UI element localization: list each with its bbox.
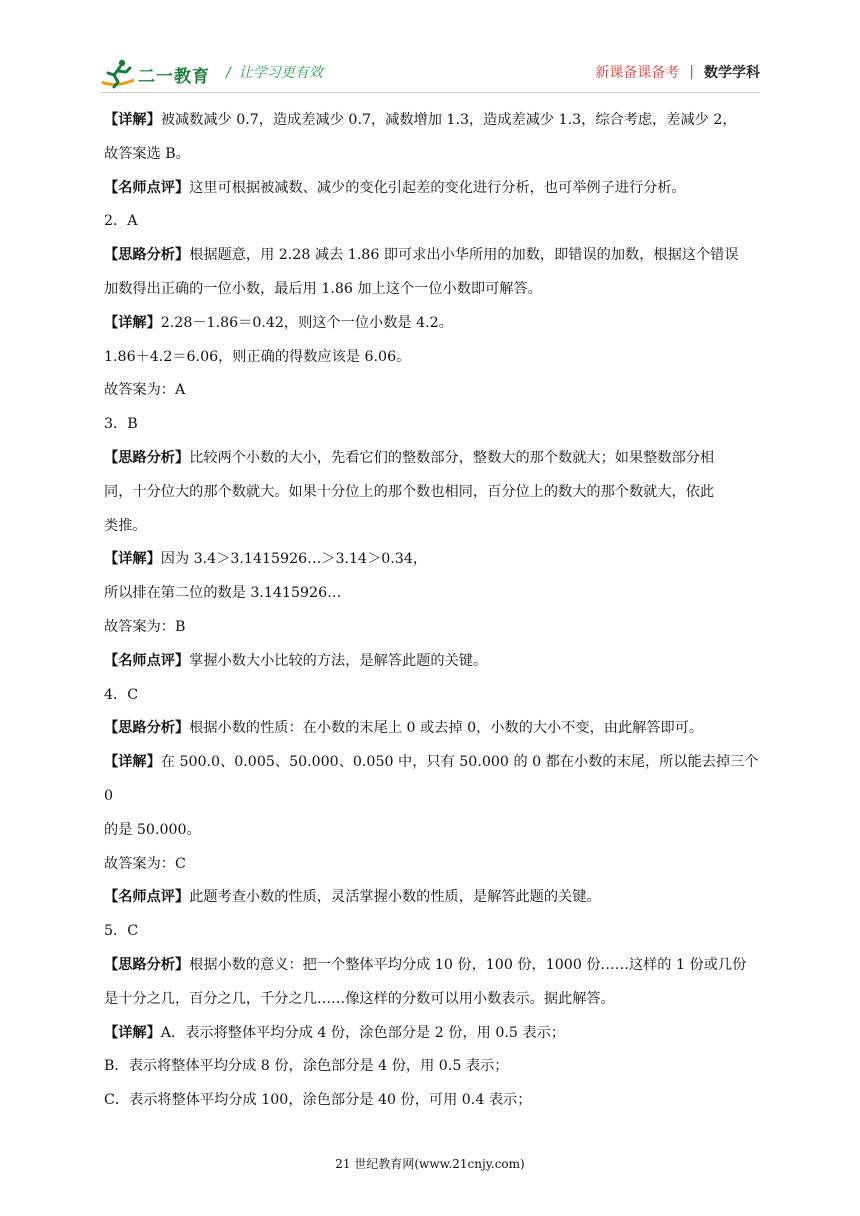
line-text: C．表示将整体平均分成 100，涂色部分是 40 份，可用 0.4 表示； xyxy=(104,1092,532,1109)
line-text: 故答案选 B。 xyxy=(104,145,190,162)
text-line xyxy=(104,341,760,375)
brand-logo[interactable] xyxy=(100,56,210,92)
section-label: 【思路分析】 xyxy=(104,247,190,264)
text-line xyxy=(104,611,760,645)
line-text: 2．A xyxy=(104,213,138,230)
text-line xyxy=(104,814,760,848)
line-text: 1.86＋4.2＝6.06，则正确的得数应该是 6.06。 xyxy=(104,348,411,365)
line-text: 被减数减少 0.7，造成差减少 0.7，减数增加 1.3，造成差减少 1.3，综合考虑，差减少 2， xyxy=(160,112,737,128)
answer-content xyxy=(104,104,764,1118)
text-line xyxy=(104,543,760,577)
line-text: A．表示将整体平均分成 4 份，涂色部分是 2 份，用 0.5 表示； xyxy=(160,1024,566,1041)
text-line xyxy=(104,476,760,510)
text-line xyxy=(104,915,760,949)
text-line xyxy=(104,273,760,307)
slogan xyxy=(226,62,323,82)
line-text: 掌握小数大小比较的方法，是解答此题的关键。 xyxy=(189,652,488,669)
text-line xyxy=(104,374,760,408)
text-line xyxy=(104,983,760,1017)
section-label: 【名师点评】 xyxy=(104,179,190,196)
line-text: 比较两个小数的大小，先看它们的整数部分，整数大的那个数就大；如果整数部分相 xyxy=(189,449,715,466)
line-text: 故答案为：C xyxy=(104,855,186,872)
section-label: 【详解】 xyxy=(104,1024,161,1041)
line-text: 4．C xyxy=(104,686,139,703)
text-line xyxy=(104,138,760,172)
text-line xyxy=(104,239,760,273)
text-line xyxy=(104,408,760,442)
text-line xyxy=(104,645,760,679)
line-text: 同，十分位大的那个数就大。如果十分位上的那个数也相同，百分位上的数大的那个数就大，依此 xyxy=(104,483,715,500)
line-text: 3．B xyxy=(104,416,138,433)
section-label: 【详解】 xyxy=(104,314,161,331)
logo-text: 二一教育 xyxy=(138,66,210,87)
text-line xyxy=(104,172,760,206)
section-label: 【详解】 xyxy=(104,754,161,771)
line-text: 根据小数的意义：把一个整体平均分成 10 份，100 份，1000 份……这样的 1 份或几份 xyxy=(189,956,747,973)
text-line xyxy=(104,679,760,713)
slash-divider-icon: / xyxy=(226,65,231,81)
line-text: 是十分之几，百分之几，千分之几……像这样的分数可以用小数表示。据此解答。 xyxy=(104,990,615,1007)
text-line xyxy=(104,881,760,915)
line-text: 根据题意，用 2.28 减去 1.86 即可求出小华所用的加数，即错误的加数，根据这个错误 xyxy=(189,247,739,264)
text-line xyxy=(104,746,764,814)
line-text: 2.28－1.86＝0.42，则这个一位小数是 4.2。 xyxy=(160,314,453,331)
text-line xyxy=(104,949,760,983)
header-separator: | xyxy=(689,64,694,80)
text-line xyxy=(104,848,760,882)
line-text: 在 500.0、0.005、50.000、0.050 中，只有 50.000 的 0 都在小数的末尾，所以能去掉三个 0 xyxy=(104,754,764,804)
text-line xyxy=(104,1017,760,1051)
section-label: 【名师点评】 xyxy=(104,889,190,906)
subject-label: 数学学科 xyxy=(704,65,760,81)
line-text: 因为 3.4＞3.1415926…＞3.14＞0.34， xyxy=(160,551,428,568)
line-text: 根据小数的性质：在小数的末尾上 0 或去掉 0，小数的大小不变，由此解答即可。 xyxy=(189,720,704,737)
line-text: 故答案为：B xyxy=(104,618,186,635)
text-line xyxy=(104,712,760,746)
text-line xyxy=(104,104,760,138)
header-subject xyxy=(595,62,760,82)
line-text: 所以排在第二位的数是 3.1415926… xyxy=(104,585,342,602)
text-line xyxy=(104,510,760,544)
line-text: 类推。 xyxy=(104,517,147,534)
line-text: 此题考查小数的性质，灵活掌握小数的性质，是解答此题的关键。 xyxy=(189,889,601,906)
section-label: 【思路分析】 xyxy=(104,720,190,737)
page-footer: 21 世纪教育网(www.21cnjy.com) xyxy=(335,1157,525,1171)
text-line xyxy=(104,307,760,341)
section-label: 【详解】 xyxy=(104,551,161,568)
text-line xyxy=(104,1050,760,1084)
text-line xyxy=(104,577,760,611)
running-figure-icon xyxy=(100,58,136,90)
line-text: 故答案为：A xyxy=(104,382,186,399)
section-label: 【名师点评】 xyxy=(104,652,190,669)
text-line xyxy=(104,442,760,476)
slogan-text: 让学习更有效 xyxy=(238,65,323,81)
line-text: B．表示将整体平均分成 8 份，涂色部分是 4 份，用 0.5 表示； xyxy=(104,1058,509,1075)
header-tagline: 新课备课备考 xyxy=(595,65,680,81)
text-line xyxy=(104,205,760,239)
line-text: 这里可根据被减数、减少的变化引起差的变化进行分析，也可举例子进行分析。 xyxy=(189,179,686,196)
header-divider xyxy=(100,92,760,93)
line-text: 的是 50.000。 xyxy=(104,821,201,838)
section-label: 【思路分析】 xyxy=(104,449,190,466)
line-text: 加数得出正确的一位小数，最后用 1.86 加上这个一位小数即可解答。 xyxy=(104,280,542,297)
section-label: 【详解】 xyxy=(104,112,161,128)
text-line xyxy=(104,1084,760,1118)
section-label: 【思路分析】 xyxy=(104,956,190,973)
line-text: 5．C xyxy=(104,923,139,940)
page-header xyxy=(100,56,760,92)
